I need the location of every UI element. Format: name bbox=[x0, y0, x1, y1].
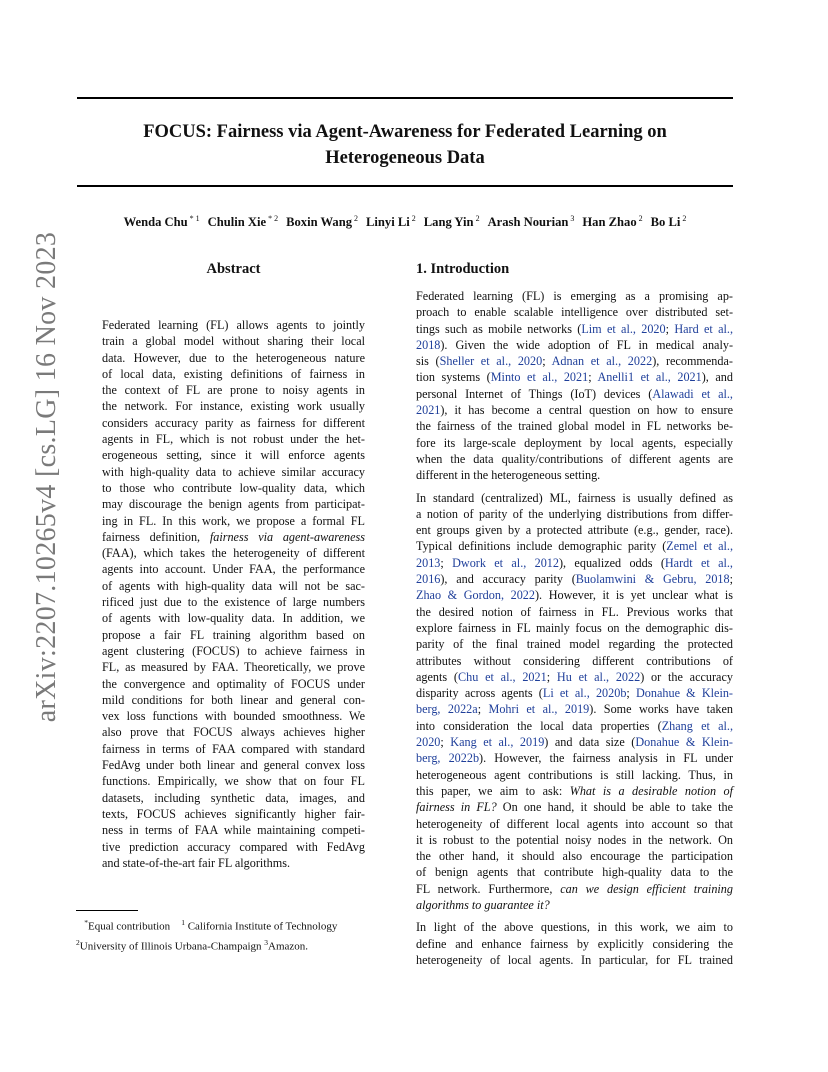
author bbox=[651, 215, 687, 229]
paper-title-line-1: FOCUS: Fairness via Agent-Awareness for Federated Learning on bbox=[143, 122, 667, 142]
footnote-text: Amazon. bbox=[268, 940, 309, 953]
introduction-line: 2018). Given the wide adoption of FL in medical analy- bbox=[416, 337, 733, 352]
abstract-line: FL, as measured by FAA. Theoretically, we prove bbox=[102, 660, 365, 675]
introduction-line: it is robust to the potential noisy nodes in the network. On bbox=[416, 832, 733, 847]
introduction-line: Typical definitions include demographic parity (Zemel et al., bbox=[416, 539, 733, 554]
abstract-line: FedAvg under both linear and general convex loss bbox=[102, 758, 365, 773]
abstract-line: ness in terms of FAA while maintaining competi- bbox=[102, 823, 365, 838]
introduction-line: In standard (centralized) ML, fairness is usually defined as bbox=[416, 490, 733, 505]
introduction-line: 2021), it has become a central question on how to ensure bbox=[416, 403, 733, 418]
introduction-line: tion systems (Minto et al., 2021; Anelli1 et al., 2021), and bbox=[416, 370, 733, 385]
abstract-line: tive prediction accuracy compared with FedAvg bbox=[102, 839, 365, 854]
introduction-line: 2013; Dwork et al., 2012), equalized odds (Hardt et al., bbox=[416, 555, 733, 570]
introduction-line: fore its large-scale deployment by local agents, especially bbox=[416, 435, 733, 450]
author-list bbox=[50, 214, 760, 230]
abstract-line: may discourage the benign agents from participat- bbox=[102, 497, 365, 512]
abstract-line: and state-of-the-art fair FL algorithms. bbox=[102, 855, 291, 870]
author-affiliation-mark: * 1 bbox=[189, 214, 200, 223]
introduction-line: ent groups given by a protected attribute (e.g., gender, race). bbox=[416, 523, 733, 538]
introduction-line: heterogeneity of local agents. In particular, for FL trained bbox=[416, 952, 733, 967]
author bbox=[582, 215, 642, 229]
introduction-heading: 1. Introduction bbox=[416, 261, 510, 277]
title-rule-bottom bbox=[77, 185, 733, 187]
author-affiliation-mark: * 2 bbox=[268, 214, 279, 223]
footnote-mark: 1 bbox=[181, 918, 185, 927]
introduction-line: into consideration the local data properties (Zhang et al., bbox=[416, 718, 733, 733]
title-rule-top bbox=[77, 97, 733, 99]
introduction-line: the other hand, it should also encourage the participation bbox=[416, 849, 733, 864]
introduction-line: disparity across agents (Li et al., 2020b; Donahue & Klein- bbox=[416, 686, 733, 701]
introduction-line: In light of the above questions, in this work, we aim to bbox=[416, 920, 733, 935]
introduction-body bbox=[416, 288, 733, 974]
abstract-line: propose a fair FL training algorithm based on bbox=[102, 627, 365, 642]
introduction-line: agents (Chu et al., 2021; Hu et al., 2022) or the accuracy bbox=[416, 669, 733, 684]
introduction-line: algorithms to guarantee it? bbox=[416, 897, 550, 912]
author-affiliation-mark: 2 bbox=[682, 214, 687, 223]
footnote-mark: 3 bbox=[264, 937, 269, 947]
abstract-line: the network. For instance, existing work usually bbox=[102, 399, 365, 414]
abstract-line: vex loss functions with bounded smoothness. We bbox=[102, 709, 365, 724]
author bbox=[424, 215, 480, 229]
author-affiliation-mark: 2 bbox=[475, 214, 480, 223]
introduction-line: different in the heterogeneous setting. bbox=[416, 468, 601, 483]
introduction-paragraph bbox=[416, 288, 733, 484]
author bbox=[488, 215, 575, 229]
abstract-line: erogeneous setting, since it will enforce agents bbox=[102, 448, 365, 463]
abstract-line: (FAA), which takes the heterogeneity of different bbox=[102, 546, 365, 561]
footnote-mark: 2 bbox=[76, 937, 80, 947]
author-name: Wenda Chu bbox=[123, 215, 188, 230]
introduction-line: attributes without considering different contributions of bbox=[416, 653, 733, 668]
introduction-paragraph bbox=[416, 919, 733, 968]
abstract-line: agents in FL, which is not robust under the het- bbox=[102, 432, 365, 447]
abstract-line: ing in FL. In this work, we propose a formal FL bbox=[102, 513, 365, 528]
introduction-line: FL network. Furthermore, can we design efficient training bbox=[416, 881, 733, 896]
introduction-line: heterogeneity of different local agents into account so that bbox=[416, 816, 733, 831]
author-name: Linyi Li bbox=[366, 215, 410, 230]
footnote-mark: * bbox=[84, 918, 88, 927]
introduction-line: parity of the final trained model regarding the protected bbox=[416, 637, 733, 652]
introduction-line: define and enhance fairness by explicitly considering the bbox=[416, 936, 733, 951]
abstract-line: train a global model without sharing their local bbox=[102, 334, 365, 349]
abstract-line: data. However, due to the heterogeneous nature bbox=[102, 350, 365, 365]
arxiv-side-banner: arXiv:2207.10265v4 [cs.LG] 16 Nov 2023 bbox=[31, 231, 62, 723]
abstract-line: rificed just due to the existence of large numbers bbox=[102, 595, 365, 610]
introduction-line: 2016), and accuracy parity (Buolamwini & Gebru, 2018; bbox=[416, 572, 734, 587]
introduction-line: Zhao & Gordon, 2022). However, it is yet unclear what is bbox=[416, 588, 733, 603]
introduction-line: proach to enable scalable intelligence over distributed set- bbox=[416, 305, 733, 320]
author-name: Bo Li bbox=[650, 215, 681, 230]
author-affiliation-mark: 2 bbox=[411, 214, 416, 223]
author-affiliation-mark: 3 bbox=[570, 214, 575, 223]
introduction-line: personal Internet of Things (IoT) devices (Alawadi et al., bbox=[416, 386, 733, 401]
introduction-line: sis (Sheller et al., 2020; Adnan et al., 2022), recommenda- bbox=[416, 354, 733, 369]
abstract-line: of local data, existing definitions of fairness in bbox=[102, 366, 365, 381]
introduction-line: when the data quality/contributions of different agents are bbox=[416, 451, 733, 466]
introduction-paragraph bbox=[416, 490, 733, 914]
abstract-line: with high-quality data to achieve similar accuracy bbox=[102, 464, 365, 479]
author-name: Lang Yin bbox=[423, 215, 474, 230]
author-name: Boxin Wang bbox=[286, 215, 352, 230]
introduction-line: berg, 2022b). However, the fairness analysis in FL under bbox=[416, 751, 734, 766]
abstract-body bbox=[102, 317, 365, 871]
footnote-text: University of Illinois Urbana-Champaign bbox=[79, 940, 262, 953]
abstract-line: fairness in terms of FAA compared with standard bbox=[102, 741, 365, 756]
introduction-line: this paper, we aim to ask: What is a desirable notion of bbox=[416, 783, 733, 798]
author-name: Han Zhao bbox=[582, 215, 637, 230]
abstract-line: datasets, including synthetic data, images, and bbox=[102, 790, 365, 805]
abstract-line: of agents with high-quality data will not be sac- bbox=[102, 578, 365, 593]
abstract-heading: Abstract bbox=[206, 261, 261, 277]
introduction-line: fairness in FL? On one hand, it should be able to take the bbox=[416, 800, 733, 815]
footnote-text: California Institute of Technology bbox=[187, 920, 338, 933]
author bbox=[208, 215, 278, 229]
abstract-line: the context of FL are prone to noisy agents in bbox=[102, 383, 365, 398]
author-name: Chulin Xie bbox=[207, 215, 267, 230]
paper-title bbox=[77, 119, 733, 171]
author-affiliation-mark: 2 bbox=[354, 214, 358, 223]
abstract-line: functions. Empirically, we show that on four FL bbox=[102, 774, 365, 789]
introduction-line: Federated learning (FL) is emerging as a promising ap- bbox=[416, 289, 733, 303]
introduction-line: the fairness of the trained global model in FL networks be- bbox=[416, 419, 733, 434]
abstract-line: considers accuracy parity as fairness for different bbox=[102, 415, 365, 430]
introduction-line: berg, 2022a; Mohri et al., 2019). Some works have taken bbox=[416, 702, 733, 717]
introduction-line: heterogeneous agent contributions is still lacking. Thus, in bbox=[416, 767, 733, 782]
abstract-line: texts, FOCUS achieves significantly higher fair- bbox=[102, 806, 365, 821]
footnote-line-1 bbox=[76, 915, 394, 935]
abstract-line: mild conditions for both linear and general con- bbox=[102, 692, 365, 707]
abstract-line: the convergence and optimality of FOCUS under bbox=[102, 676, 365, 691]
abstract-line: also prove that FOCUS always achieves higher bbox=[102, 725, 365, 740]
author bbox=[124, 215, 200, 229]
introduction-line: the desired notion of fairness in FL. Previous works that bbox=[416, 604, 733, 619]
abstract-line: agents into account. Under FAA, the performance bbox=[102, 562, 365, 577]
introduction-line: a notion of parity of the underlying distributions from differ- bbox=[416, 506, 733, 521]
footnote-rule bbox=[76, 910, 138, 911]
author-name: Arash Nourian bbox=[487, 215, 569, 230]
footnote-line-2 bbox=[76, 935, 394, 955]
footnote-text: Equal contribution bbox=[88, 920, 171, 933]
introduction-line: 2020; Kang et al., 2019) and data size (Donahue & Klein- bbox=[416, 735, 733, 750]
introduction-line: explore fairness in FL mainly focus on the demographic dis- bbox=[416, 620, 733, 635]
abstract-line: Federated learning (FL) allows agents to jointly bbox=[102, 318, 365, 332]
author bbox=[366, 215, 416, 229]
abstract-line: of agents with low-quality data. In addition, we bbox=[102, 611, 365, 626]
paper-title-line-2: Heterogeneous Data bbox=[325, 148, 485, 168]
introduction-line: tings such as mobile networks (Lim et al., 2020; Hard et al., bbox=[416, 321, 733, 336]
introduction-line: of benign agents that contribute high-quality data to the bbox=[416, 865, 733, 880]
abstract-line: to those who contribute low-quality data, which bbox=[102, 480, 365, 495]
author-affiliation-mark: 2 bbox=[638, 214, 643, 223]
footnotes bbox=[76, 915, 394, 954]
author bbox=[286, 215, 358, 229]
abstract-line: agent clustering (FOCUS) to achieve fairness in bbox=[102, 643, 365, 658]
abstract-line: fairness definition, fairness via agent-awareness bbox=[102, 529, 365, 544]
